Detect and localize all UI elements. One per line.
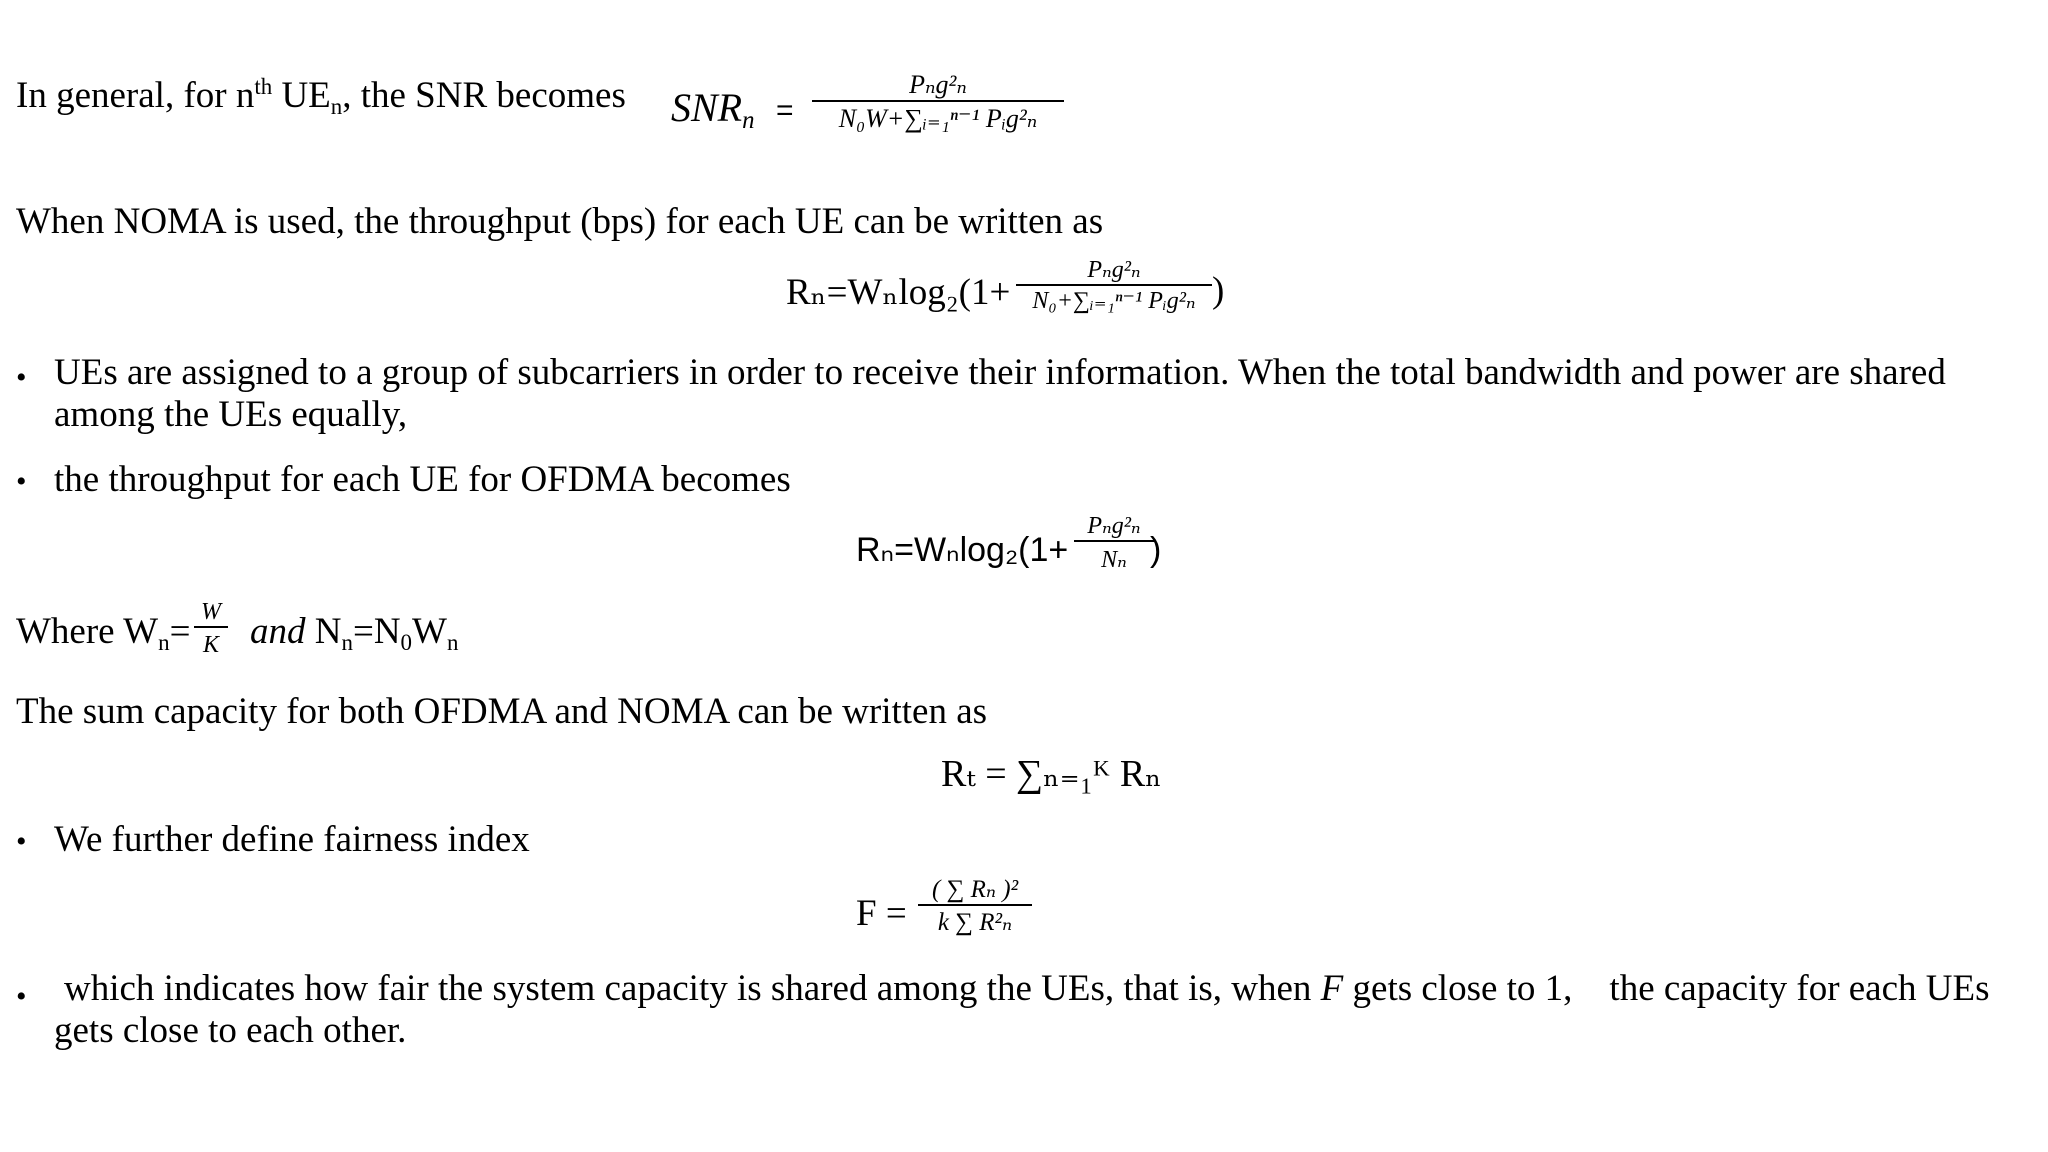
bullet-icon: • [16, 465, 27, 498]
noise-definition [250, 611, 459, 655]
where-equals: = [169, 611, 191, 652]
sum-capacity-equation: Rₜ = ∑ₙ₌₁ᴷ Rₙ [941, 753, 1162, 795]
w-over-k-numerator: W [201, 599, 221, 625]
fairness-numerator: ( ∑ Rₙ )² [931, 876, 1019, 903]
ue-subscript: n [330, 93, 343, 119]
fairness-variable: F [1320, 968, 1344, 1009]
ofdma-equation-close: ) [1150, 531, 1162, 569]
snr-intro-prefix: In general, for n [16, 75, 255, 116]
bullet-fairness-explanation [54, 968, 2029, 1052]
th-superscript: th [254, 74, 273, 100]
and-word: and [250, 611, 306, 652]
snr-fraction [812, 72, 1064, 132]
fairness-explanation-part-a: which indicates how fair the system capacity is shared among the UEs, that is, when [64, 968, 1321, 1009]
noma-intro-text: When NOMA is used, the throughput (bps) for each UE can be written as [16, 201, 1104, 242]
snr-denominator: N₀W+∑ᵢ₌₁ⁿ⁻¹ Pᵢg²ₙ [838, 104, 1038, 133]
where-prefix: Where W [16, 611, 159, 652]
bullet-ofdma-throughput-text: the throughput for each UE for OFDMA becomes [54, 459, 791, 500]
where-definitions [16, 611, 191, 655]
snr-numerator: Pₙg²ₙ [909, 70, 967, 99]
ofdma-denominator: Nₙ [1101, 547, 1127, 573]
snr-subscript: n [742, 107, 755, 135]
w-symbol: W [412, 611, 447, 652]
sum-capacity-intro-text: The sum capacity for both OFDMA and NOMA can be written as [16, 691, 988, 732]
noise-equals: =N [352, 611, 401, 652]
noma-fraction [1016, 258, 1212, 313]
wn-subscript: n [446, 629, 459, 655]
w-subscript: n [158, 629, 170, 655]
w-over-k-fraction [194, 600, 228, 657]
ofdma-fraction [1074, 514, 1154, 572]
noma-equation-close: ) [1212, 270, 1225, 311]
snr-intro-text [16, 74, 626, 119]
snr-equals: = [776, 94, 794, 127]
noma-numerator: Pₙg²ₙ [1087, 257, 1141, 283]
bullet-icon: • [16, 361, 27, 394]
bullet-icon: • [16, 980, 27, 1013]
fairness-fraction [918, 877, 1032, 935]
ofdma-numerator: Pₙg²ₙ [1087, 513, 1141, 539]
snr-intro-ue: UE [272, 75, 331, 116]
n-symbol: N [314, 611, 342, 652]
w-over-k-denominator: K [202, 632, 219, 658]
fairness-explanation-part-b: gets close to 1, the capacity for each UEs gets close to each other. [54, 968, 1999, 1051]
snr-label: $SNR_n$ [671, 85, 755, 135]
fairness-denominator: k ∑ R²ₙ [937, 909, 1013, 936]
noma-equation-lhs: Rₙ=Wₙlog₂(1+ [786, 272, 1011, 313]
fairness-equation-lhs: F = [856, 893, 907, 934]
n-subscript: n [341, 629, 353, 655]
ofdma-equation-lhs: Rₙ=Wₙlog₂(1+ [856, 531, 1069, 569]
zero-subscript: 0 [400, 629, 413, 655]
bullet-fairness-text: We further define fairness index [54, 819, 530, 860]
noma-denominator: N₀+∑ᵢ₌₁ⁿ⁻¹ Pᵢg²ₙ [1032, 288, 1196, 314]
bullet-icon: • [16, 825, 27, 858]
snr-intro-suffix: , the SNR becomes [342, 75, 626, 116]
bullet-subcarriers-text: UEs are assigned to a group of subcarriers in order to receive their information. When the total bandwidth and power are shared among the UEs equally, [54, 352, 1946, 435]
